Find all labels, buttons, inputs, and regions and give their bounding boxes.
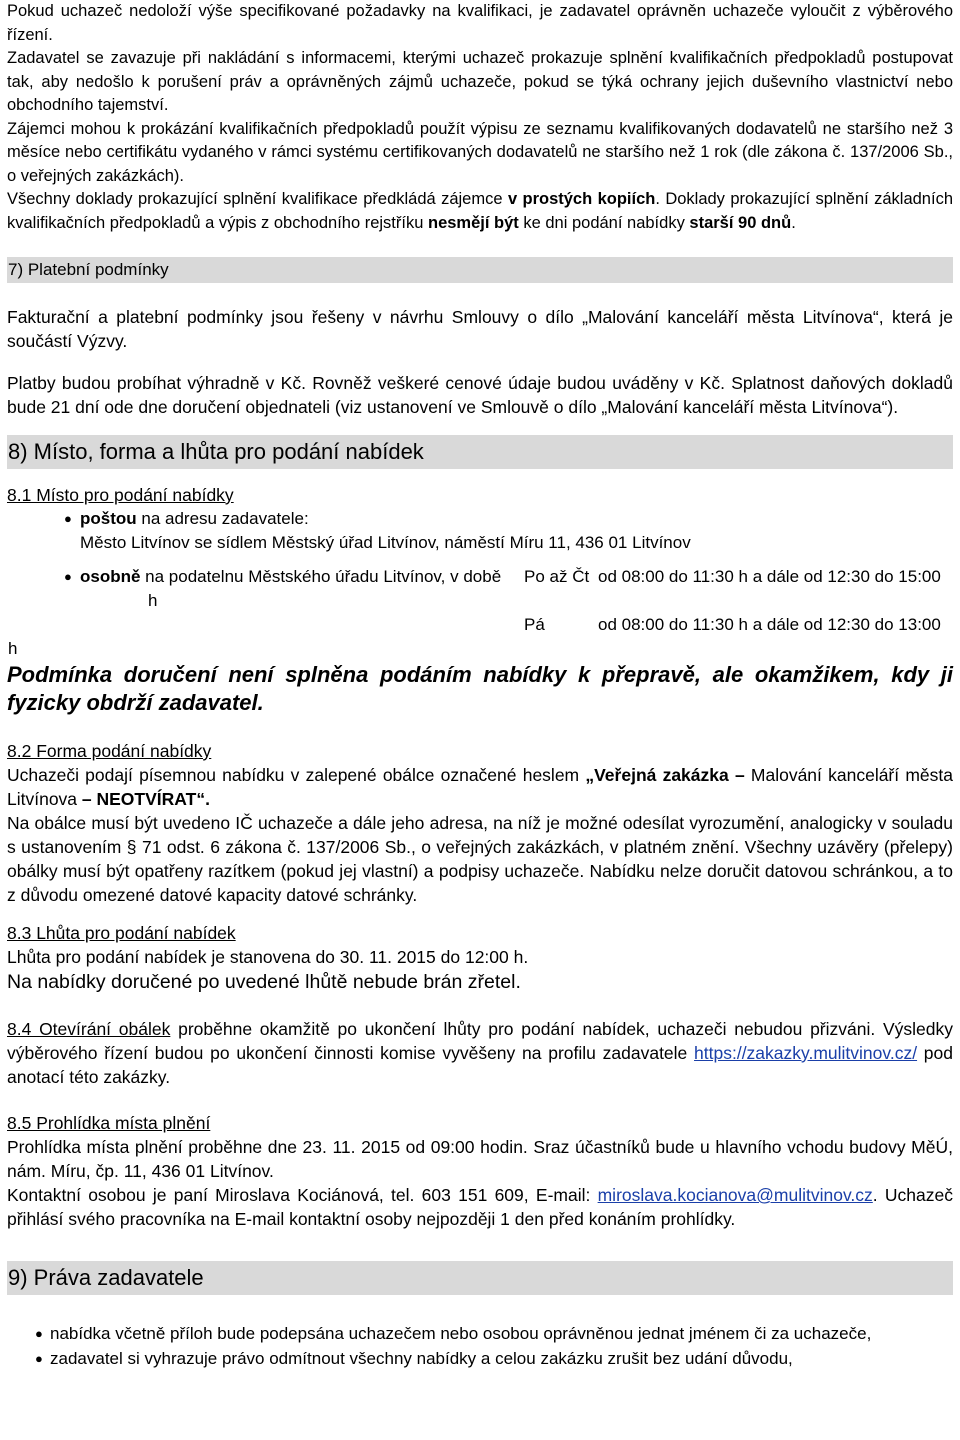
office-hours-unit-1: h: [148, 591, 158, 610]
intro-paragraph-1: Pokud uchazeč nedoloží výše specifikované požadavky na kvalifikaci, je zadavatel oprávněn uchazeče vyloučit z výběrového řízení.: [7, 2, 953, 44]
section-7-heading: 7) Platební podmínky: [7, 257, 953, 283]
bullet-post: ● poštou na adresu zadavatele:: [7, 507, 953, 531]
subsection-8-1-title: 8.1 Místo pro podání nabídky: [7, 485, 234, 505]
offer-form-paragraph-2: Na obálce musí být uvedeno IČ uchazeče a dále jeho adresa, na níž je možné odesílat vyrozumění, analogicky v souladu s ustanovením § 71 odst. 6 zákona č. 137/2006 Sb., o veřejných zakázkách, v platném znění. Všechny uzávěry (přelepy) obálky musí být opatřeny razítkem (pokud jej vlastní) a podpisy uchazeče. Nabídku nelze doručit datovou schránkou, a to z důvodu omezené datové kapacity datové schránky.: [7, 813, 953, 905]
submission-address: Město Litvínov se sídlem Městský úřad Litvínov, náměstí Míru 11, 436 01 Litvínov: [80, 533, 691, 552]
intro-paragraph-4: Všechny doklady prokazující splnění kvalifikace předkládá zájemce v prostých kopiích. Doklady prokazující splnění základních kvalifikačních předpokladů a výpis z obchodního rejstříku nesmějí být ke dni podání nabídky starší 90 dnů.: [7, 190, 953, 232]
document-page: [7, 0, 953, 1371]
contracting-profile-link[interactable]: https://zakazky.mulitvinov.cz/: [694, 1043, 918, 1063]
office-hours-day-2: Pá: [524, 615, 545, 634]
contact-paragraph: Kontaktní osobou je paní Miroslava Kociánová, tel. 603 151 609, E-mail: miroslava.kocianova@mulitvinov.cz. Uchazeč přihlásí svého pracovníka na E-mail kontaktní osoby nejpozději 1 den před konáním prohlídky.: [7, 1185, 954, 1229]
section-8-heading: 8) Místo, forma a lhůta pro podání nabídek: [7, 435, 953, 469]
payment-currency-paragraph: Platby budou probíhat výhradně v Kč. Rovněž veškeré cenové údaje budou uváděny v Kč. Splatnost daňových dokladů bude 21 dní ode dne doručení objednateli (viz ustanovení ve Smlouvě o dílo „Malování kanceláří města Litvínova“).: [7, 373, 953, 417]
delivery-condition-note: Podmínka doručení není splněna podáním nabídky k přepravě, ale okamžikem, kdy ji fyzicky obdrží zadavatel.: [7, 662, 953, 715]
office-hours-time-2: od 08:00 do 11:30 h a dále od 12:30 do 13:00: [598, 615, 941, 634]
bullet-icon: ●: [35, 1326, 43, 1341]
subsection-8-5-title: 8.5 Prohlídka místa plnění: [7, 1113, 211, 1133]
list-item: ● nabídka včetně příloh bude podepsána uchazečem nebo osobou oprávněnou jednat jménem či za uchazeče,: [7, 1321, 953, 1346]
office-hours-unit-2: h: [8, 639, 18, 658]
late-offers-note: Na nabídky doručené po uvedené lhůtě nebude brán zřetel.: [7, 971, 521, 993]
deadline-paragraph: Lhůta pro podání nabídek je stanovena do 30. 11. 2015 do 12:00 h.: [7, 947, 529, 967]
office-hours-time-1: od 08:00 do 11:30 h a dále od 12:30 do 15:00: [598, 567, 941, 586]
bullet-personal: ● osobně na podatelnu Městského úřadu Litvínov, v době Po až Čt od 08:00 do 11:30 h a dále od 12:30 do 15:00: [7, 565, 953, 589]
subsection-8-2-title: 8.2 Forma podání nabídky: [7, 741, 212, 761]
bullet-icon: ●: [35, 1351, 43, 1366]
bullet-icon: ●: [64, 511, 72, 526]
section-9-heading: 9) Práva zadavatele: [7, 1261, 953, 1295]
intro-paragraph-3: Zájemci mohou k prokázání kvalifikačních předpokladů použít výpisu ze seznamu kvalifikovaných dodavatelů ne staršího než 3 měsíce nebo certifikátu vydaného v rámci systému certifikovaných dodavatelů ne staršího než 1 rok (dle zákona č. 137/2006 Sb., o veřejných zakázkách).: [7, 119, 953, 185]
bullet-icon: ●: [64, 569, 72, 584]
payment-terms-paragraph: Fakturační a platební podmínky jsou řešeny v návrhu Smlouvy o dílo „Malování kanceláří města Litvínova“, která je součástí Výzvy.: [7, 307, 953, 351]
subsection-8-3-title: 8.3 Lhůta pro podání nabídek: [7, 923, 236, 943]
subsection-8-4-title: 8.4 Otevírání obálek: [7, 1019, 171, 1039]
office-hours-day-1: Po až Čt: [524, 567, 590, 586]
site-visit-paragraph: Prohlídka místa plnění proběhne dne 23. 11. 2015 od 09:00 hodin. Sraz účastníků bude u hlavního vchodu budovy MěÚ, nám. Míru, čp. 11, 436 01 Litvínov.: [7, 1137, 953, 1181]
offer-form-paragraph-1: Uchazeči podají písemnou nabídku v zalepené obálce označené heslem „Veřejná zakázka – Malování kanceláří města Litvínova – NEOTVÍRAT“.: [7, 765, 953, 809]
opening-paragraph: 8.4 Otevírání obálek proběhne okamžitě po ukončení lhůty pro podání nabídek, uchazeči nebudou přizváni. Výsledky výběrového řízení budou po ukončení činnosti komise vyvěšeny na profilu zadavatele https://zakazky.mulitvinov.cz/ pod anotací této zakázky.: [7, 1019, 954, 1087]
list-item: ● zadavatel si vyhrazuje právo odmítnout všechny nabídky a celou zakázku zrušit bez udání důvodu,: [7, 1346, 953, 1371]
contact-email-link[interactable]: miroslava.kocianova@mulitvinov.cz: [597, 1185, 873, 1205]
intro-paragraph-2: Zadavatel se zavazuje při nakládání s informacemi, kterými uchazeč prokazuje splnění kvalifikačních předpokladů postupovat tak, aby nedošlo k porušení práv a oprávněných zájmů uchazeče, pokud se týká ochrany jejich duševního vlastnictví nebo obchodního tajemství.: [7, 49, 953, 114]
